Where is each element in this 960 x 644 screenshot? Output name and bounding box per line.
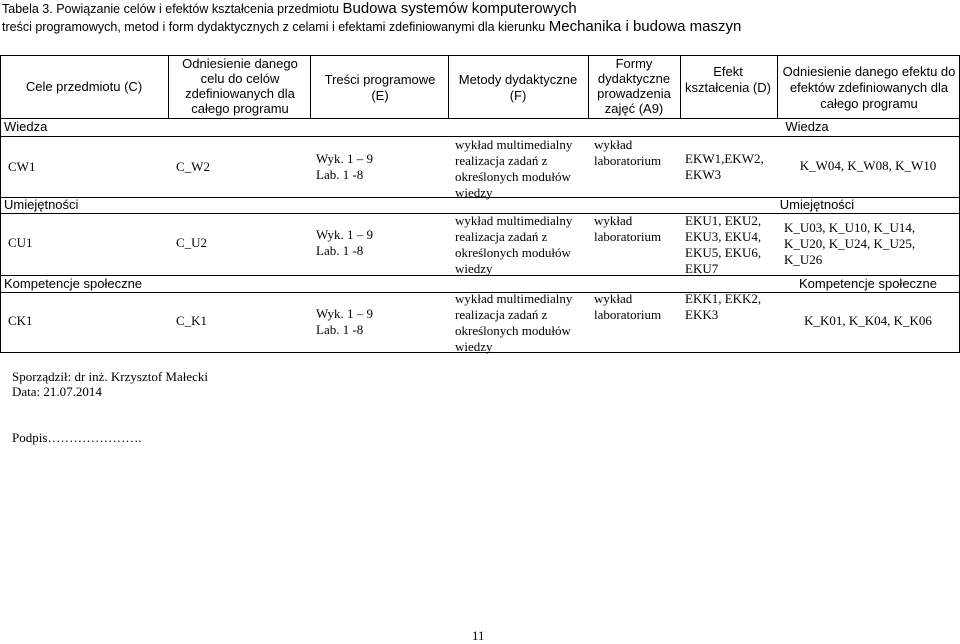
row-efekt-cw1: EKW1,EKW2, EKW3 — [685, 151, 764, 182]
col-divider-6 — [777, 55, 778, 118]
prepared-by: Sporządził: dr inż. Krzysztof Małecki — [12, 369, 209, 384]
col-divider-3 — [448, 55, 449, 118]
header-tresci: Treści programowe (E) — [324, 72, 436, 103]
col-divider-4 — [588, 55, 589, 118]
caption-line2-prefix: treści programowych, metod i form dydaktycznych z celami i efektami zdefiniowanymi dla kierunku — [2, 20, 549, 34]
row-odniesienie-cw1: C_W2 — [176, 159, 210, 174]
row-odniesienie-ck1: C_K1 — [176, 313, 208, 328]
row-tresci-cw1: Wyk. 1 – 9 Lab. 1 -8 — [316, 151, 373, 182]
caption-field: Mechanika i budowa maszyn — [548, 18, 742, 35]
row-metody-cw1: wykład multimedialny realizacja zadań z określonych modułów wiedzy — [455, 137, 573, 200]
section-label-umiejetnosci: Umiejętności — [4, 197, 79, 212]
header-formy: Formy dydaktyczne prowadzenia zajęć (A9) — [597, 56, 671, 116]
section-label-umiejetnosci-right: Umiejętności — [779, 197, 855, 212]
section-label-kompetencje: Kompetencje społeczne — [4, 276, 143, 291]
row-formy-cw1: wykład laboratorium — [594, 137, 662, 168]
caption-prefix: Tabela 3. Powiązanie celów i efektów kształcenia przedmiotu — [2, 2, 343, 16]
row-odniesienie-efektu-ck1: K_K01, K_K04, K_K06 — [804, 313, 932, 328]
date: Data: 21.07.2014 — [12, 384, 102, 399]
row-metody-ck1: wykład multimedialny realizacja zadań z określonych modułów wiedzy — [455, 291, 573, 354]
row-efekt-cu1: EKU1, EKU2, EKU3, EKU4, EKU5, EKU6, EKU7 — [685, 213, 762, 276]
col-divider-5 — [680, 55, 681, 118]
row-tresci-cu1: Wyk. 1 – 9 Lab. 1 -8 — [316, 227, 373, 258]
row-cel-cw1: CW1 — [8, 159, 36, 174]
page-number: 11 — [472, 628, 485, 643]
table-caption-line2 — [2, 18, 741, 35]
row-odniesienie-efektu-cu1: K_U03, K_U10, K_U14, K_U20, K_U24, K_U25, K_U26 — [784, 220, 916, 267]
row-formy-ck1: wykład laboratorium — [594, 291, 662, 322]
header-efekt: Efekt kształcenia (D) — [685, 64, 771, 95]
header-cele: Cele przedmiotu (C) — [25, 79, 143, 94]
row-odniesienie-efektu-cw1: K_W04, K_W08, K_W10 — [799, 158, 937, 173]
caption-subject: Budowa systemów komputerowych — [342, 0, 577, 17]
signature-line: Podpis…………………. — [12, 430, 142, 445]
header-metody: Metody dydaktyczne (F) — [458, 72, 578, 103]
header-odniesienie-celu: Odniesienie danego celu do celów zdefiniowanych dla całego programu — [182, 56, 298, 116]
col-divider-1 — [168, 55, 169, 118]
table-caption — [2, 0, 577, 17]
header-odniesienie-efektu: Odniesienie danego efektu do efektów zdefiniowanych dla całego programu — [782, 64, 956, 111]
section-label-kompetencje-right: Kompetencje społeczne — [798, 276, 938, 291]
row-cel-ck1: CK1 — [8, 313, 33, 328]
section-label-wiedza-right: Wiedza — [785, 119, 829, 134]
row-metody-cu1: wykład multimedialny realizacja zadań z określonych modułów wiedzy — [455, 213, 573, 276]
left-border — [0, 55, 1, 352]
row-formy-cu1: wykład laboratorium — [594, 213, 662, 244]
table-top-border — [0, 55, 960, 56]
row-efekt-ck1: EKK1, EKK2, EKK3 — [685, 291, 762, 322]
row-odniesienie-cu1: C_U2 — [176, 235, 208, 250]
row-tresci-ck1: Wyk. 1 – 9 Lab. 1 -8 — [316, 306, 373, 337]
row-cel-cu1: CU1 — [8, 235, 33, 250]
section-label-wiedza: Wiedza — [4, 119, 48, 134]
col-divider-2 — [310, 55, 311, 118]
